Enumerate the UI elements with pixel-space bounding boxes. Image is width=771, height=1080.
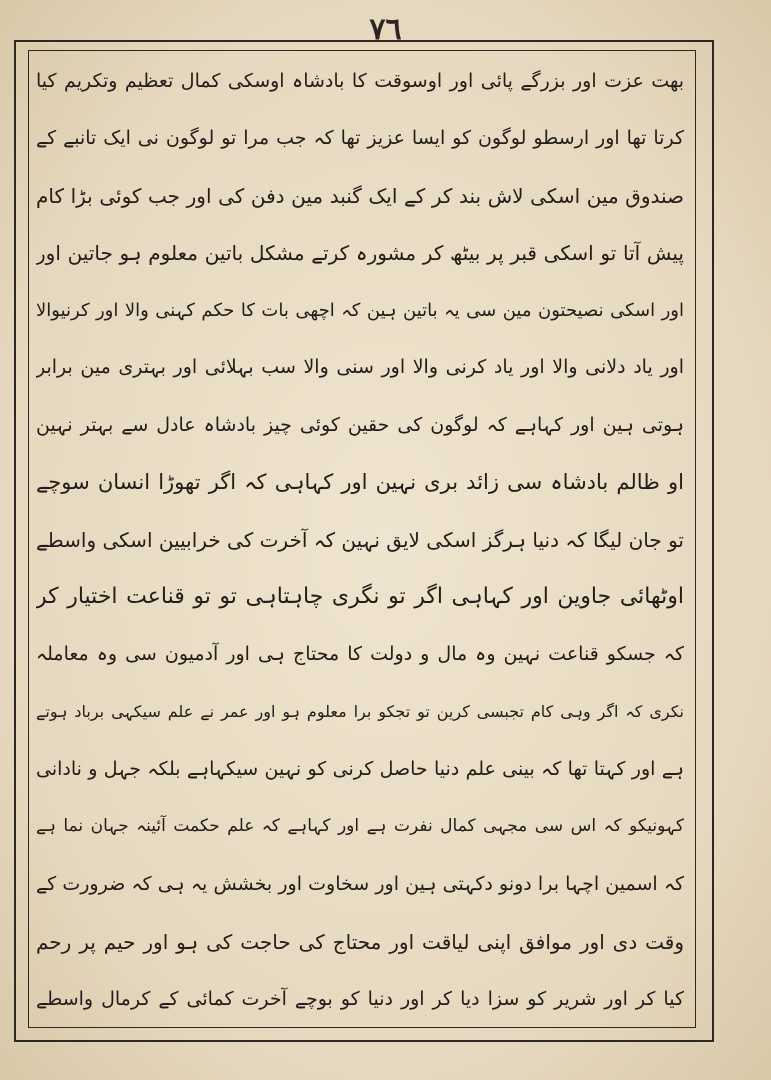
- text-line-content: وقت دی اور موافق اپنی لیاقت اور محتاج کی حاجت کی ہو اور حیم پر رحم: [36, 929, 684, 954]
- text-line-content: اور یاد دلانی والا اور یاد کرنی والا اور سنی والا سب بہلائی اور بہتری مین برابر: [36, 356, 684, 379]
- text-line: [36, 634, 684, 676]
- body-text: [36, 60, 684, 1020]
- text-line-content: او ظالم بادشاہ سی زائد بری نہین اور کہاہی کہ اگر تھوڑا انسان سوچے: [36, 470, 684, 495]
- text-line: [36, 347, 684, 389]
- text-line: [36, 576, 684, 618]
- text-line: [36, 691, 684, 733]
- text-line: [36, 404, 684, 446]
- text-line: [36, 921, 684, 963]
- text-line-content: کیا کر اور شریر کو سزا دیا کر اور دنیا کو بوچے آخرت کمائی کے کرمال واسطے: [36, 987, 684, 1010]
- page-number: ٧٦: [369, 12, 402, 47]
- text-line-content: کہونیکو کہ اس سی مجہی کمال نفرت ہے اور کہاہے کہ علم حکمت آئینہ جہان نما ہے: [36, 816, 684, 837]
- text-line-content: اور اسکی نصیحتون مین سی یہ باتین ہین کہ اچھی بات کا حکم کہنی والا اور کرنیوالا: [36, 299, 684, 321]
- text-line-content: کہ اسمین اچہا برا دونو دکہتی ہین اور سخاوت اور بخشش یہ ہی کہ ضرورت کے: [36, 872, 684, 895]
- text-line-content: نکری کہ اگر وہی کام تجبسی کرین تو تجکو برا معلوم ہو اور عمر نے علم سیکہی برباد ہوتے: [36, 702, 684, 722]
- text-line: [36, 117, 684, 159]
- text-line-content: تو جان لیگا کہ دنیا ہرگز اسکی لایق نہین کہ آخرت کی خرابیین اسکی واسطے: [36, 528, 684, 552]
- text-line: [36, 462, 684, 504]
- text-line: [36, 519, 684, 561]
- text-line-content: پیش آتا تو اسکی قبر پر بیٹھ کر مشورہ کرتے مشکل باتین معلوم ہو جاتین اور: [36, 241, 684, 266]
- text-line-content: صندوق مین اسکی لاش بند کر کے ایک گنبد مین دفن کی اور جب کوئی بڑا کام: [36, 183, 684, 208]
- text-line-content: ہے اور کہتا تھا کہ بینی علم دنیا حاصل کرنی کو نہین سیکہاہے بلکہ جہل و نادانی: [36, 758, 684, 780]
- text-line-content: اوٹھائی جاوین اور کہاہی اگر تو نگری چاہتاہی تو تو قناعت اختیار کر: [36, 584, 684, 610]
- text-line: [36, 60, 684, 102]
- text-line-content: کرتا تھا اور ارسطو لوگون کو ایسا عزیز تھا کہ جب مرا تو لوگون نی ایک تانبے کے: [36, 126, 684, 149]
- text-line: [36, 290, 684, 332]
- text-line: [36, 749, 684, 791]
- text-line: [36, 806, 684, 848]
- text-line: [36, 863, 684, 905]
- text-line-content: کہ جسکو قناعت نہین وہ مال و دولت کا محتاج ہی اور آدمیون سی وہ معاملہ: [36, 643, 684, 666]
- text-line: [36, 978, 684, 1020]
- text-line-content: بهت عزت اور بزرگے پائی اور اوسوقت کا بادشاہ اوسکی کمال تعظیم وتکریم کیا: [36, 69, 684, 92]
- text-line: [36, 175, 684, 217]
- text-line-content: ہوتی ہین اور کہاہے کہ لوگون کی حقین کوئی چیز بادشاہ عادل سے بہتر نہین: [36, 413, 684, 436]
- text-line: [36, 232, 684, 274]
